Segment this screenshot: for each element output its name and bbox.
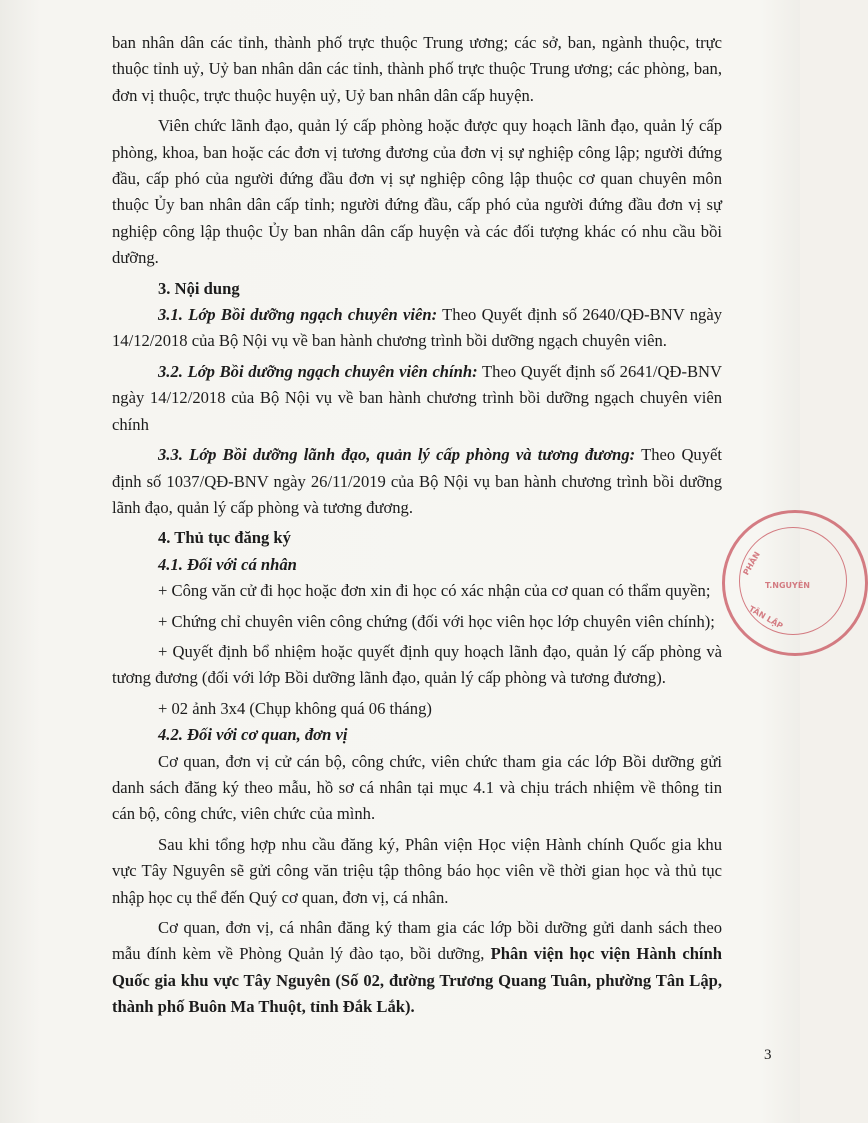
document-body bbox=[112, 30, 722, 1021]
section-3-2-text: Theo Quyết định số 2641/QĐ-BNV ngày 14/12/2018 của Bộ Nội vụ về ban hành chương trình bồi dưỡng ngạch chuyên viên chính bbox=[112, 361, 723, 434]
paragraph-4-2-c-text: Cơ quan, đơn vị, cá nhân đăng ký tham gia các lớp bồi dưỡng gửi danh sách theo mẫu đính kèm về Phòng Quản lý đào tạo, bồi dưỡng, bbox=[112, 918, 722, 964]
paragraph-4-2-a: Cơ quan, đơn vị cử cán bộ, công chức, viên chức tham gia các lớp Bồi dưỡng gửi danh sách đăng ký theo mẫu, hồ sơ cá nhân tại mục 4.1 và chịu trách nhiệm về thông tin cán bộ, công chức, viên chức của mình. bbox=[112, 751, 722, 824]
section-4-heading: 4. Thủ tục đăng ký bbox=[158, 528, 291, 548]
section-3-heading: 3. Nội dung bbox=[158, 278, 240, 298]
section-4-1-title: 4.1. Đối với cá nhân bbox=[158, 554, 297, 574]
section-3-3-text: Theo Quyết định số 1037/QĐ-BNV ngày 26/11/2019 của Bộ Nội vụ ban hành chương trình bồi dưỡng lãnh đạo, quản lý cấp phòng và tương đương. bbox=[112, 445, 722, 517]
paragraph-4-2-b: Sau khi tổng hợp nhu cầu đăng ký, Phân viện Học viện Hành chính Quốc gia khu vực Tây Nguyên sẽ gửi công văn triệu tập thông báo học viên về thời gian học và thủ tục nhập học cụ thể đến Quý cơ quan, đơn vị, cá nhân. bbox=[112, 834, 722, 907]
requirement-item-4: + 02 ảnh 3x4 (Chụp không quá 06 tháng) bbox=[158, 698, 432, 718]
section-3-2-title: 3.2. Lớp Bồi dưỡng ngạch chuyên viên chính: bbox=[158, 361, 478, 381]
paragraph-officials: Viên chức lãnh đạo, quản lý cấp phòng hoặc được quy hoạch lãnh đạo, quản lý cấp phòng, khoa, ban hoặc các đơn vị tương đương của đơn vị sự nghiệp công lập; người đứng đầu, cấp phó của người đứng đầu đơn vị sự nghiệp công lập thuộc cơ quan chuyên môn thuộc Ủy ban nhân dân cấp tỉnh; người đứng đầu, cấp phó của người đứng đầu đơn vị sự nghiệp công lập thuộc Ủy ban nhân dân cấp huyện và các đối tượng khác có nhu cầu bồi dưỡng. bbox=[112, 116, 722, 268]
page-number: 3 bbox=[764, 1047, 772, 1063]
section-3-1-title: 3.1. Lớp Bồi dưỡng ngạch chuyên viên: bbox=[158, 305, 438, 325]
institute-address: Phân viện học viện Hành chính Quốc gia khu vực Tây Nguyên (Số 02, đường Trương Quang Tuân, phường Tân Lập, thành phố Buôn Ma Thuột, tỉnh Đắk Lắk). bbox=[112, 944, 722, 1017]
requirement-item-3: + Quyết định bổ nhiệm hoặc quyết định quy hoạch lãnh đạo, quản lý cấp phòng và tương đương (đối với lớp Bồi dưỡng lãnh đạo, quản lý cấp phòng và tương đương). bbox=[112, 641, 722, 688]
section-3-3 bbox=[112, 442, 722, 521]
section-4-2-title: 4.2. Đối với cơ quan, đơn vị bbox=[158, 725, 348, 745]
section-3-1 bbox=[112, 302, 722, 355]
red-seal-stamp: PHÂN T.NGUYÊN TÂN LẬP bbox=[722, 510, 868, 656]
paragraph-4-2-c bbox=[112, 915, 722, 1021]
requirement-item-1: + Công văn cử đi học hoặc đơn xin đi học có xác nhận của cơ quan có thẩm quyền; bbox=[158, 581, 711, 601]
requirement-item-2: + Chứng chỉ chuyên viên công chứng (đối với học viên học lớp chuyên viên chính); bbox=[158, 611, 715, 631]
section-3-1-text: Theo Quyết định số 2640/QĐ-BNV ngày 14/12/2018 của Bộ Nội vụ về ban hành chương trình bồi dưỡng ngạch chuyên viên. bbox=[112, 305, 722, 351]
paragraph-intro: ban nhân dân các tỉnh, thành phố trực thuộc Trung ương; các sở, ban, ngành thuộc, trực thuộc tỉnh uỷ, Uỷ ban nhân dân các tỉnh, thành phố trực thuộc Trung ương; các phòng, ban, đơn vị thuộc, trực thuộc huyện uỷ, Uỷ ban nhân dân cấp huyện. bbox=[112, 33, 722, 105]
section-3-3-title: 3.3. Lớp Bồi dưỡng lãnh đạo, quản lý cấp phòng và tương đương: bbox=[158, 445, 636, 465]
section-3-2 bbox=[112, 359, 722, 438]
